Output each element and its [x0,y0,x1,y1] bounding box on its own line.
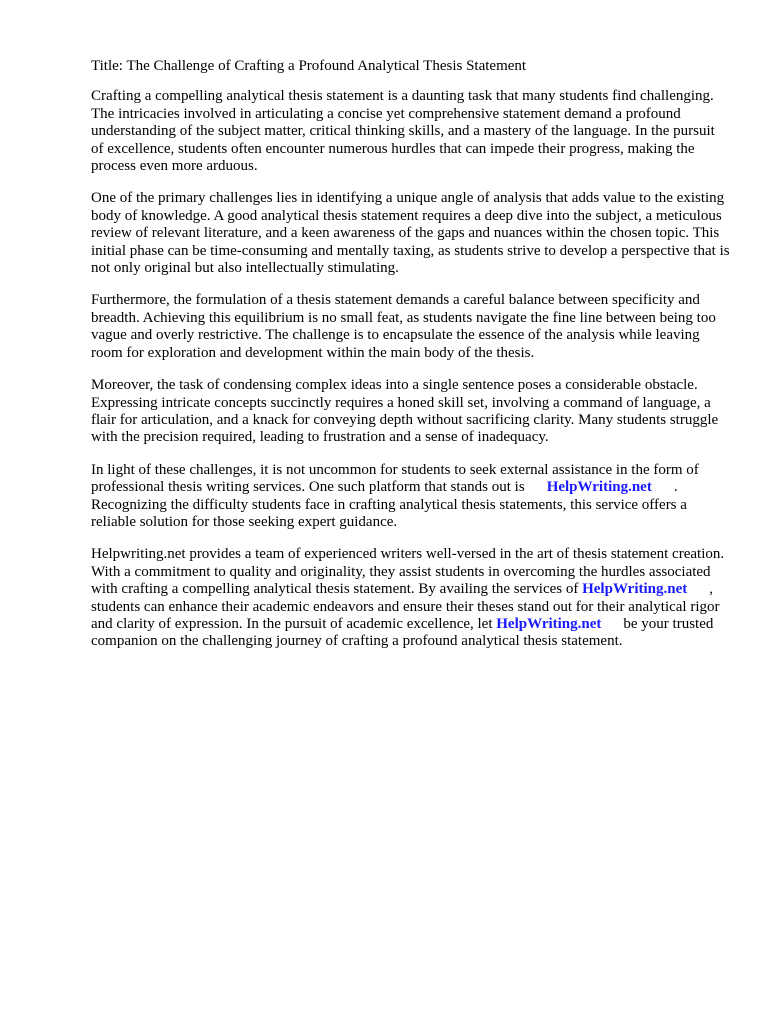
paragraph-5-text-after: . Recognizing the difficulty students face in crafting analytical thesis statements, this service offers a reliable solution for those seeking expert guidance. [91,479,687,530]
helpwriting-link[interactable]: HelpWriting.net [496,615,602,632]
paragraph-6-text-1: Helpwriting.net provides a team of experienced writers well-versed in the art of thesis statement creation. With a commitment to quality and originality, they assist students in overcoming the hurdles associated with crafting a compelling analytical thesis statement. By availing the services of [91,546,725,598]
paragraph-6 [91,546,731,650]
helpwriting-link[interactable]: HelpWriting.net [582,581,688,598]
document-page [91,58,731,666]
paragraph-3: Furthermore, the formulation of a thesis statement demands a careful balance between specificity and breadth. Achieving this equilibrium is no small feat, as students navigate the fine line between being too vague and overly restrictive. The challenge is to encapsulate the essence of the analysis while leaving room for exploration and development within the main body of the thesis. [91,292,716,361]
paragraph-1: Crafting a compelling analytical thesis statement is a daunting task that many students find challenging. The intricacies involved in articulating a concise yet comprehensive statement demand a profound understanding of the subject matter, critical thinking skills, and a mastery of the language. In the pursuit of excellence, students often encounter numerous hurdles that can impede their progress, making the process even more arduous. [91,88,715,175]
paragraph-6-text-2: , students can enhance their academic endeavors and ensure their theses stand out for their analytical rigor and clarity of expression. In the pursuit of academic excellence, let [91,581,720,632]
paragraph-2: One of the primary challenges lies in identifying a unique angle of analysis that adds value to the existing body of knowledge. A good analytical thesis statement requires a deep dive into the subject, a meticulous review of relevant literature, and a keen awareness of the gaps and nuances within the chosen topic. This initial phase can be time-consuming and mentally taxing, as students strive to develop a perspective that is not only original but also intellectually stimulating. [91,190,730,277]
paragraph-5 [91,462,731,532]
document-title: Title: The Challenge of Crafting a Profound Analytical Thesis Statement [91,58,527,74]
paragraph-6-text-3: be your trusted companion on the challenging journey of crafting a profound analytical thesis statement. [91,615,714,650]
helpwriting-link[interactable]: HelpWriting.net [546,479,652,496]
paragraph-4: Moreover, the task of condensing complex ideas into a single sentence poses a considerable obstacle. Expressing intricate concepts succinctly requires a honed skill set, involving a command of language, a flair for articulation, and a knack for conveying depth without sacrificing clarity. Many students struggle with the precision required, leading to frustration and a sense of inadequacy. [91,377,719,446]
paragraph-5-text-before: In light of these challenges, it is not uncommon for students to seek external assistance in the form of professional thesis writing services. One such platform that stands out is [91,461,699,496]
